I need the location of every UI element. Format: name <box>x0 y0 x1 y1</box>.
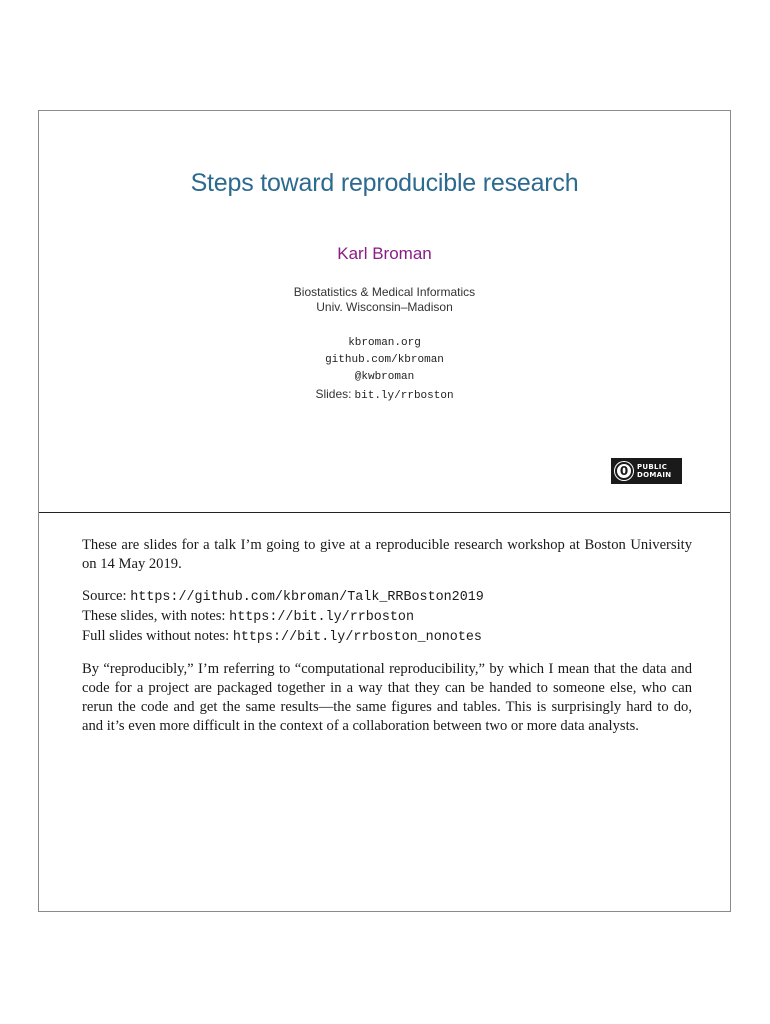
notes-links-block <box>82 587 692 647</box>
affiliation <box>39 285 730 315</box>
slide-panel <box>39 111 730 512</box>
contact-twitter-link[interactable]: @kwbroman <box>354 371 415 383</box>
contact-github-link[interactable]: github.com/kbroman <box>325 354 444 366</box>
speaker-notes <box>82 536 692 749</box>
slide-notes-divider <box>39 512 730 513</box>
notes-with-notes-label: These slides, with notes: <box>82 608 226 624</box>
public-domain-label-line2: DOMAIN <box>637 471 672 479</box>
slide-title: Steps toward reproducible research <box>190 169 579 197</box>
public-domain-label <box>637 463 671 479</box>
notes-source-line <box>82 587 692 607</box>
affiliation-department: Biostatistics & Medical Informatics <box>293 285 476 299</box>
slides-link-line <box>39 386 730 405</box>
contact-website-link[interactable]: kbroman.org <box>348 337 421 349</box>
notes-with-notes-link[interactable]: https://bit.ly/rrboston <box>229 610 414 625</box>
notes-with-notes-line <box>82 607 692 627</box>
author-name: Karl Broman <box>337 244 432 263</box>
notes-source-label: Source: <box>82 588 127 604</box>
slides-label: Slides: <box>315 387 352 401</box>
public-domain-label-line1: PUBLIC <box>637 463 668 471</box>
page-frame <box>38 110 731 912</box>
notes-without-notes-label: Full slides without notes: <box>82 628 230 644</box>
public-domain-badge <box>611 458 682 484</box>
public-domain-zero-icon: 0 <box>615 462 633 480</box>
affiliation-university: Univ. Wisconsin–Madison <box>316 300 453 314</box>
notes-source-link[interactable]: https://github.com/kbroman/Talk_RRBoston2019 <box>130 590 484 605</box>
notes-definition-paragraph: By “reproducibly,” I’m referring to “computational reproducibility,” by which I mean that the data and code for a project are packaged together in a way that they can be handed to someone else, who can rerun the code and get the same results—the same figures and tables. This is surprisingly hard to do, and it’s even more difficult in the context of a collaboration between two or more data analysts. <box>82 661 692 734</box>
slides-url-link[interactable]: bit.ly/rrboston <box>354 390 454 402</box>
notes-intro-paragraph: These are slides for a talk I’m going to give at a reproducible research workshop at Boston University on 14 May 2019. <box>82 537 692 572</box>
notes-without-notes-line <box>82 627 692 647</box>
contact-list <box>39 335 730 405</box>
notes-without-notes-link[interactable]: https://bit.ly/rrboston_nonotes <box>232 630 482 645</box>
